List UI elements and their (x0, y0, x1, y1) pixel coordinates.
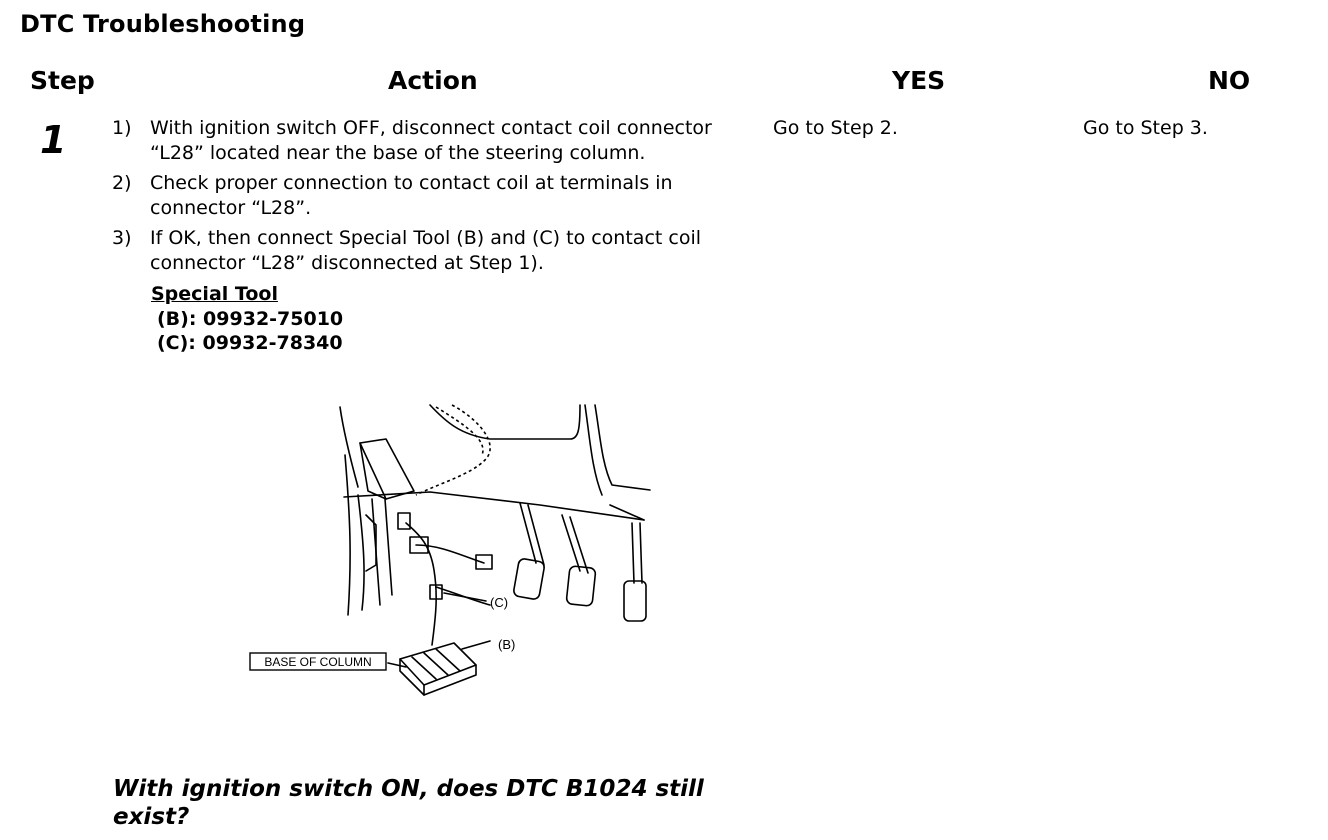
action-text: If OK, then connect Special Tool (B) and (C) to contact coil connector “L28” disconnected at Step 1). (150, 227, 702, 274)
column-header-yes: YES (892, 66, 946, 95)
action-list (112, 116, 762, 281)
yes-result: Go to Step 2. (773, 117, 898, 139)
action-item (112, 226, 762, 276)
page-title: DTC Troubleshooting (20, 10, 306, 38)
action-item (112, 116, 762, 166)
action-item (112, 171, 762, 221)
special-tool-block (151, 282, 343, 355)
special-tool-item: (B): 09932-75010 (157, 308, 344, 330)
special-tool-heading: Special Tool (151, 283, 278, 305)
base-of-column-label: BASE OF COLUMN (264, 655, 372, 669)
action-number: 1) (112, 117, 132, 139)
tool-b-label: (B) (498, 637, 516, 652)
step-number: 1 (40, 118, 67, 162)
action-number: 2) (112, 172, 132, 194)
action-number: 3) (112, 227, 132, 249)
column-header-action: Action (388, 66, 478, 95)
action-text: Check proper connection to contact coil at terminals in connector “L28”. (150, 172, 673, 219)
tool-c-label: (C) (490, 595, 509, 610)
action-text: With ignition switch OFF, disconnect contact coil connector “L28” located near the base of the steering column. (150, 117, 712, 164)
column-header-no: NO (1208, 66, 1251, 95)
step-question: With ignition switch ON, does DTC B1024 still exist? (113, 776, 704, 830)
no-result: Go to Step 3. (1083, 117, 1208, 139)
steering-column-illustration (240, 395, 670, 715)
column-header-step: Step (30, 66, 95, 95)
special-tool-item: (C): 09932-78340 (157, 332, 343, 354)
